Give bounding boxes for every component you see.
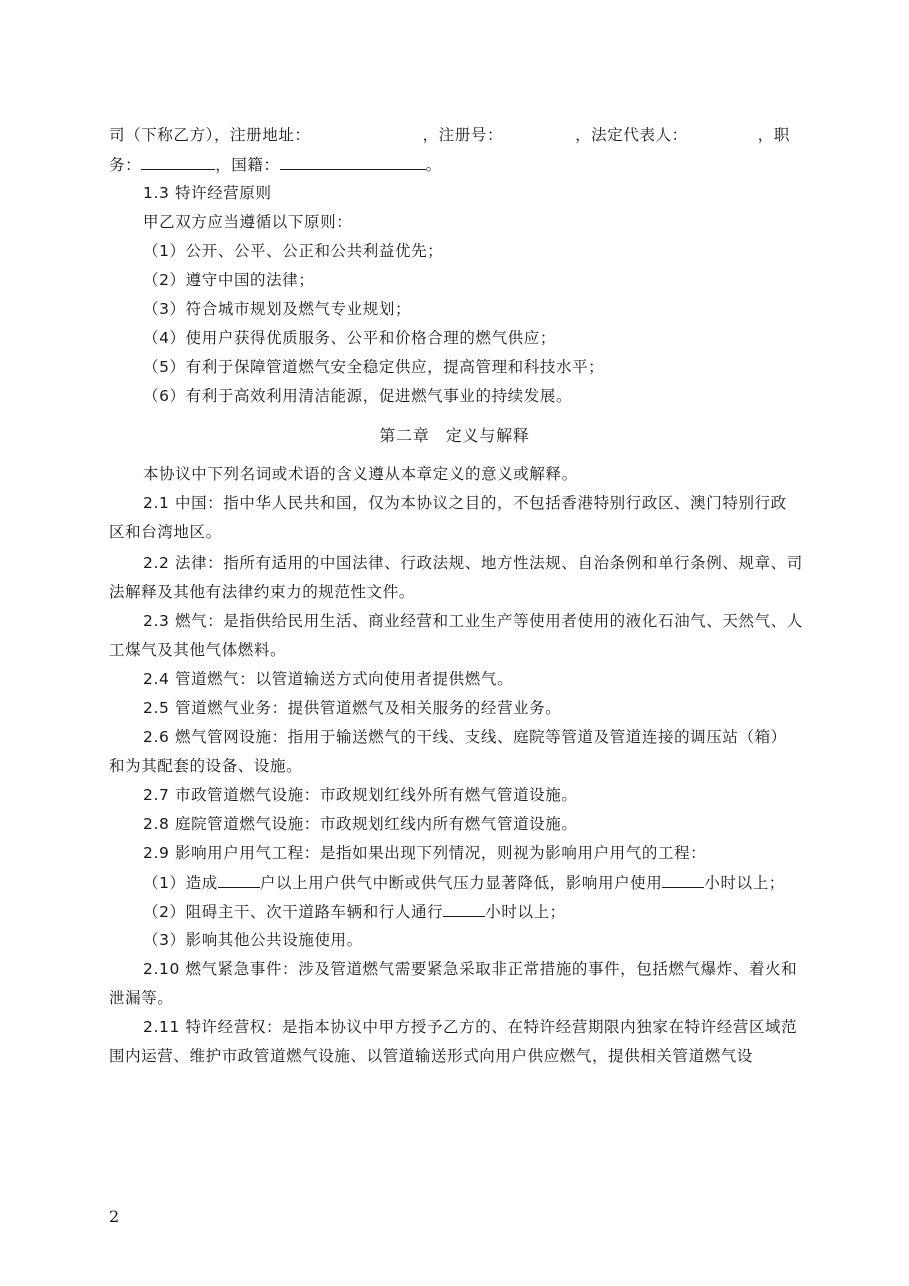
- nationality-blank: [280, 154, 426, 170]
- item-text: 小时以上；: [485, 903, 566, 921]
- hours-blank: [662, 872, 704, 888]
- principle-item: （1）公开、公平、公正和公共利益优先；: [143, 242, 444, 260]
- households-blank: [218, 872, 260, 888]
- definition-2-1: 2.1 中国：指中华人民共和国，仅为本协议之目的，不包括香港特别行政区、澳门特别行政: [143, 494, 787, 512]
- section-1-3-title: 1.3 特许经营原则: [143, 184, 272, 202]
- chapter-title: 定义与解释: [445, 426, 530, 445]
- chapter-number: 第二章: [379, 426, 430, 445]
- principle-item: （2）遵守中国的法律；: [143, 271, 315, 289]
- legal-representative-label: ，法定代表人：: [575, 126, 688, 144]
- definition-2-9: 2.9 影响用户用气工程：是指如果出现下列情况，则视为影响用户用气的工程：: [143, 844, 707, 862]
- definition-2-9-item-2: [143, 901, 809, 922]
- item-text: 户以上用户供气中断或供气压力显著降低，影响用户使用: [259, 874, 663, 892]
- principle-item: （6）有利于高效利用清洁能源，促进燃气事业的持续发展。: [143, 387, 573, 405]
- definition-2-10: 2.10 燃气紧急事件：涉及管道燃气需要紧急采取非正常措施的事件，包括燃气爆炸、着火和: [143, 960, 798, 978]
- party-b-text: 司（下称乙方），注册地址：: [109, 126, 311, 144]
- definition-2-8: 2.8 庭院管道燃气设施：市政规划红线内所有燃气管道设施。: [143, 815, 578, 833]
- principle-item: （3）符合城市规划及燃气专业规划；: [143, 300, 412, 318]
- definition-2-11: 2.11 特许经营权：是指本协议中甲方授予乙方的、在特许经营期限内独家在特许经营区域范: [143, 1018, 798, 1036]
- definition-2-4: 2.4 管道燃气：以管道输送方式向使用者提供燃气。: [143, 670, 514, 688]
- section-1-3-intro: 甲乙双方应当遵循以下原则：: [143, 213, 353, 231]
- definition-2-2: 2.2 法律：指所有适用的中国法律、行政法规、地方性法规、自治条例和单行条例、规章、司: [143, 554, 803, 572]
- definition-2-6: 2.6 燃气管网设施：指用于输送燃气的干线、支线、庭院等管道及管道连接的调压站（箱）: [143, 728, 787, 746]
- definition-2-9-item-3: （3）影响其他公共设施使用。: [143, 931, 363, 949]
- definition-2-3: 2.3 燃气：是指供给民用生活、商业经营和工业生产等使用者使用的液化石油气、天然气、人: [143, 612, 803, 630]
- definition-2-11-cont: 围内运营、维护市政管道燃气设施、以管道输送形式向用户供应燃气，提供相关管道燃气设: [109, 1047, 754, 1065]
- chapter-heading: [0, 426, 909, 446]
- chapter-intro: 本协议中下列名词或术语的含义遵从本章定义的意义或解释。: [143, 465, 578, 483]
- party-b-info-line-2: [109, 154, 809, 175]
- definition-2-6-cont: 和为其配套的设备、设施。: [109, 757, 303, 775]
- page-number: 2: [109, 1207, 120, 1226]
- definition-2-2-cont: 法解释及其他有法律约束力的规范性文件。: [109, 583, 415, 601]
- period: 。: [425, 156, 442, 174]
- definition-2-9-item-1: [143, 872, 809, 893]
- item-text: 小时以上；: [704, 874, 785, 892]
- registration-number-label: ，注册号：: [422, 126, 504, 144]
- nationality-label: ，国籍：: [215, 156, 280, 174]
- position-blank: [141, 154, 215, 170]
- definition-2-1-cont: 区和台湾地区。: [109, 523, 222, 541]
- principle-item: （5）有利于保障管道燃气安全稳定供应，提高管理和科技水平；: [143, 358, 605, 376]
- position-label-start: ，职: [757, 126, 790, 144]
- principle-item: （4）使用户获得优质服务、公平和价格合理的燃气供应；: [143, 329, 556, 347]
- definition-2-5: 2.5 管道燃气业务：提供管道燃气及相关服务的经营业务。: [143, 699, 562, 717]
- position-label: 务：: [109, 156, 142, 174]
- definition-2-7: 2.7 市政管道燃气设施：市政规划红线外所有燃气管道设施。: [143, 786, 578, 804]
- item-text: （1）造成: [143, 874, 218, 892]
- definition-2-10-cont: 泄漏等。: [109, 989, 174, 1007]
- party-b-info-line-1: [109, 125, 809, 145]
- hours-blank: [443, 901, 485, 917]
- item-text: （2）阻碍主干、次干道路车辆和行人通行: [143, 903, 444, 921]
- definition-2-3-cont: 工煤气及其他气体燃料。: [109, 641, 287, 659]
